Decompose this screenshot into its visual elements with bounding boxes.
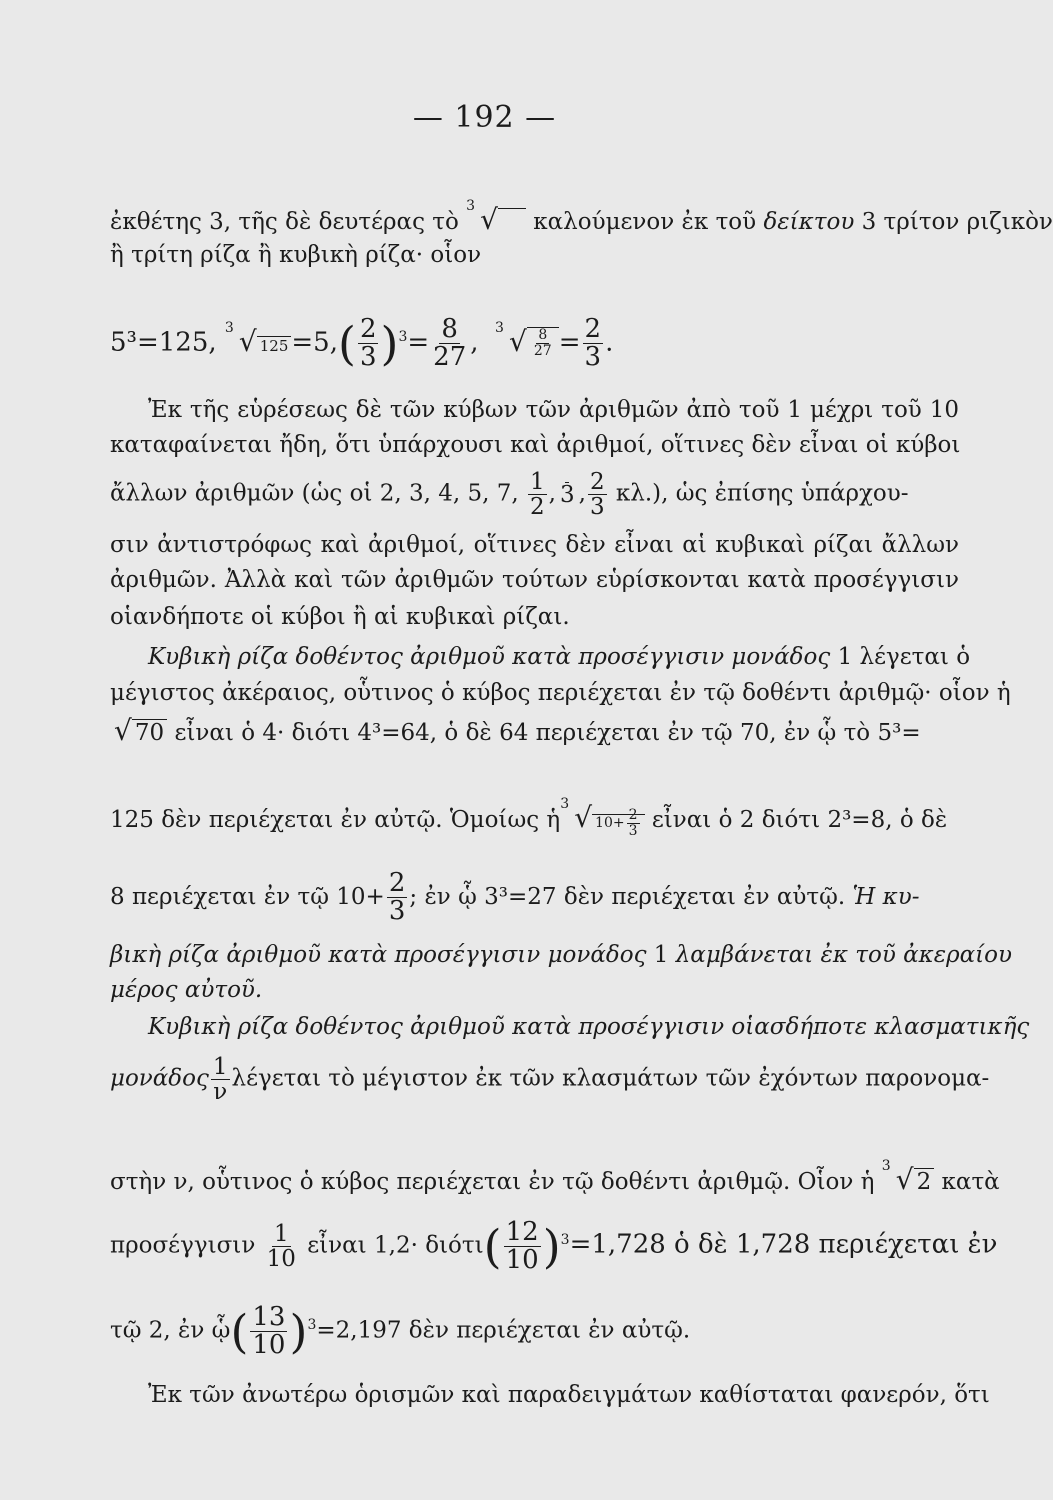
cube-root: 3 √ $\frac{8}{27}$ [495,320,559,365]
numerator: 1 [273,1221,289,1248]
italic-text: Ἡ κυ- [852,883,920,910]
text-line: ἄλλων ἀριθμῶν (ὡς οἱ 2, 3, 4, 5, 7, $\frac{1}{2}$ , 3 , $\frac{2}{3}$ κλ.), ὡς ἐπίσης ὑπάρχου- [110,469,909,521]
text: εἶναι 1,2· διότι [307,1232,484,1259]
text: καλούμενον ἐκ τοῦ [533,209,757,235]
text: 125 δὲν περιέχεται ἐν αὐτῷ. Ὁμοίως ἡ [110,807,561,833]
numerator: 12 [505,1216,539,1247]
italic-text: μονάδος [110,1065,209,1092]
radicand: 2 [914,1168,935,1195]
equation-part: 5³=125, [110,327,217,358]
denominator: 2 [530,494,545,521]
equation-part: . [605,327,614,358]
italic-text: λαμβάνεται ἐκ τοῦ ἀκεραίου [675,942,1012,968]
denominator: 3 [589,494,605,521]
denominator: 27 [433,342,467,373]
denominator: 3 [388,896,406,927]
denominator: 3 [628,822,638,839]
fraction [558,482,577,507]
exponent: 3 [307,1317,317,1333]
numerator: 2 [388,868,406,898]
text: ἐκθέτης 3, τῆς δὲ δευτέρας τὸ [110,209,459,235]
text-line: οἱανδήποτε οἱ κύβοι ἢ αἱ κυβικαὶ ρίζαι. [110,604,570,630]
italic-text: βικὴ ρίζα ἀριθμοῦ κατὰ προσέγγισιν μονάδος [110,942,647,968]
denominator: 3 [584,342,602,373]
root-index: 3 [466,198,476,214]
text-line: ἢ τρίτη ρίζα ἢ κυβικὴ ρίζα· οἷον [110,242,482,268]
text: λέγεται τὸ μέγιστον ἐκ τῶν κλασμάτων τῶν ἐχόντων παρονομα- [231,1065,990,1092]
fraction [431,313,468,373]
fraction [265,1222,298,1271]
root-index: 3 [560,796,570,812]
text: 1 λέγεται ὁ [837,644,971,670]
fraction [627,808,640,838]
text: κατὰ [941,1169,1000,1195]
denominator: ν [213,1079,228,1106]
numerator: 8 [538,327,548,344]
exponent: 3 [398,329,408,345]
text-line [110,940,1012,970]
text-line [110,870,959,926]
text: 8 περιέχεται ἐν τῷ 10+ [110,883,385,910]
numerator: 2 [359,313,377,344]
cube-root-symbol: 3 √ [466,205,526,237]
numerator: 2 [628,806,638,823]
text: ἄλλων ἀριθμῶν (ὡς οἱ 2, 3, 4, 5, 7, [110,480,519,507]
fraction [358,313,379,373]
text-line: σιν ἀντιστρόφως καὶ ἀριθμοί, οἵτινες δὲν εἶναι αἱ κυβικαὶ ρίζαι ἄλλων [110,532,959,558]
text: στὴν ν, οὗτινος ὁ κύβος περιέχεται ἐν τῷ δοθέντι ἀριθμῷ. Οἷον ἡ [110,1169,875,1195]
denominator: 3 [559,482,575,509]
text-line: ἀριθμῶν. Ἀλλὰ καὶ τῶν ἀριθμῶν τούτων εὑρίσκονται κατὰ προσέγγισιν [110,567,959,593]
text: 3 τρίτον ριζικὸν [861,209,1053,235]
fraction [250,1301,287,1361]
text: εἶναι ὁ 4· διότι 4³=64, ὁ δὲ 64 περιέχεται ἐν τῷ 70, ἐν ᾧ τὸ 5³= [174,720,921,746]
numerator: 1 [212,1054,228,1080]
radicand: 70 [132,719,167,746]
cube-root: 3 √ 125 [225,320,291,368]
text-line [110,198,1053,237]
text-line [110,716,959,748]
denominator: 10 [252,1330,286,1361]
root-index: 3 [495,319,504,336]
italic-text: δείκτου [763,209,855,235]
text-line [110,1158,1000,1197]
text-line: προσέγγισιν $\frac{1}{10}$ εἶναι 1,2· διότι( $\frac{12}{10}$ )$^3$=1,728 ὁ δὲ 1,728 περιέχεται ἐν [110,1216,998,1276]
fraction [211,1055,230,1104]
fraction [532,328,554,358]
numerator: 8 [441,313,458,344]
text: εἶναι ὁ 2 διότι 2³=8, ὁ δὲ [651,807,948,833]
text-line: Ἐκ τῶν ἀνωτέρω ὁρισμῶν καὶ παραδειγμάτων καθίσταται φανερόν, ὅτι [148,1382,990,1408]
equation-part: = [558,327,581,358]
text-line: τῷ 2, ἐν ᾧ( $\frac{13}{10}$ )$^3$=2,197 δὲν περιέχεται ἐν αὐτῷ. [110,1301,691,1361]
denominator: 3 [359,342,377,373]
text: προσέγγισιν [110,1232,256,1259]
page-number: — 192 — [412,100,557,135]
text: τῷ 2, ἐν ᾧ [110,1317,231,1344]
text: =2,197 δὲν περιέχεται ἐν αὐτῷ. [316,1317,691,1344]
text: κλ.), ὡς ἐπίσης ὑπάρχου- [615,480,909,507]
fraction [528,470,547,519]
equation-line: 5³=125, 3 √ 125 =5,( $\frac{2}{3}$ )$^3$= $\frac{8}{27}$ , 3 √ $\frac{8}{27}$ = $\frac{2}{3}$ . [110,315,959,371]
text-line: Ἐκ τῆς εὑρέσεως δὲ τῶν κύβων τῶν ἀριθμῶν ἀπὸ τοῦ 1 μέχρι τοῦ 10 [148,397,959,423]
exponent: 3 [560,1232,570,1248]
italic-text: Κυβικὴ ρίζα δοθέντος ἀριθμοῦ κατὰ προσέγγισιν μονάδος [148,644,831,670]
fraction [387,870,408,926]
radicand: 10+ [595,815,625,831]
equation-part: , [470,327,479,358]
equation-part: = [407,327,430,358]
cube-root: 3 √ 10+ $\frac{2}{3}$ [560,795,644,846]
square-root: √ 70 [110,716,167,748]
numerator: 13 [252,1301,286,1332]
denominator: 27 [533,343,552,360]
numerator: 1 [530,469,545,495]
text: =1,728 ὁ δὲ 1,728 περιέχεται ἐν [569,1229,998,1260]
denominator: 10 [505,1245,539,1276]
radicand: 125 [257,336,292,355]
root-index: 3 [224,319,234,336]
text-line [110,1054,990,1106]
fraction [583,313,604,373]
italic-text: μέρος αὐτοῦ. [110,977,263,1003]
text-line [148,1012,1030,1042]
text: ; ἐν ᾧ 3³=27 δὲν περιέχεται ἐν αὐτῷ. [409,883,846,910]
fraction [504,1216,541,1276]
numerator: 2 [584,313,602,344]
text-line [148,642,971,672]
equation-part: =5, [291,327,338,358]
italic-text: Κυβικὴ ρίζα δοθέντος ἀριθμοῦ κατὰ προσέγγισιν οἱασδήποτε κλασματικῆς [148,1014,1030,1040]
text-line [110,975,959,1005]
root-index: 3 [881,1158,891,1174]
text: 1 [653,942,669,968]
numerator: 2 [589,469,605,495]
cube-root: 3 √ 2 [882,1165,934,1197]
fraction [588,470,607,519]
text-line [110,795,959,846]
text-line: μέγιστος ἀκέραιος, οὗτινος ὁ κύβος περιέχεται ἐν τῷ δοθέντι ἀριθμῷ· οἷον ἡ [110,680,1011,706]
text-line: καταφαίνεται ἤδη, ὅτι ὑπάρχουσι καὶ ἀριθμοί, οἵτινες δὲν εἶναι οἱ κύβοι [110,432,961,458]
denominator: 10 [266,1246,296,1273]
